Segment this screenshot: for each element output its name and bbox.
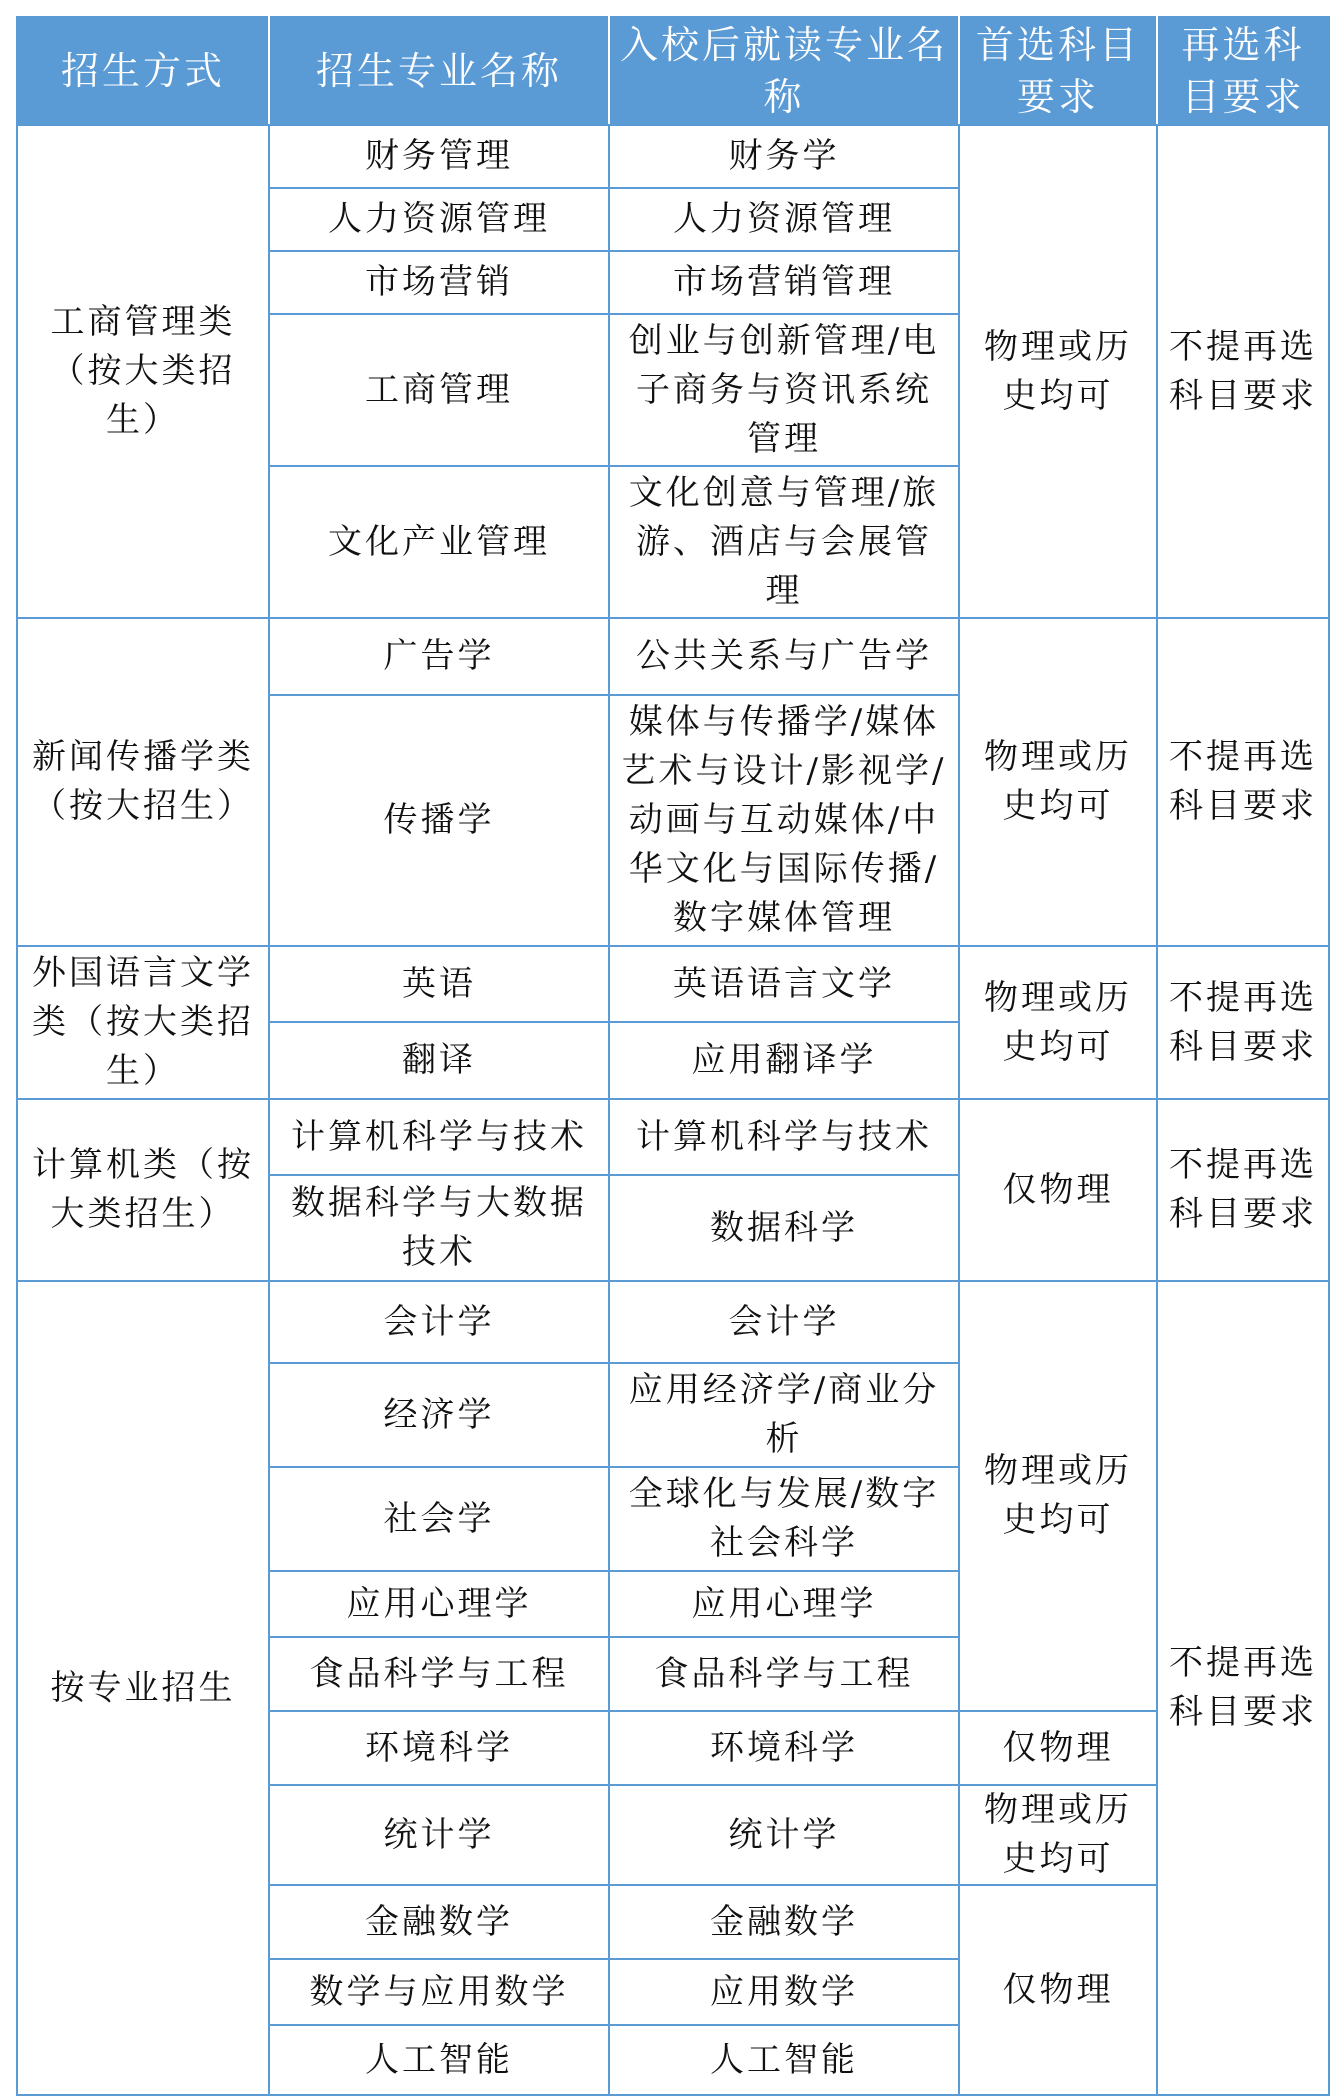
admission-method-cell: 外国语言文学类（按大类招生）	[17, 946, 269, 1099]
study-major-cell: 创业与创新管理/电子商务与资讯系统管理	[609, 314, 959, 466]
table-row	[17, 125, 1329, 188]
major-cell: 人工智能	[269, 2025, 609, 2095]
major-cell: 社会学	[269, 1467, 609, 1571]
major-cell: 广告学	[269, 618, 609, 695]
first-subject-cell: 仅物理	[959, 1099, 1157, 1281]
study-major-cell: 全球化与发展/数字社会科学	[609, 1467, 959, 1571]
first-subject-cell: 物理或历史均可	[959, 946, 1157, 1099]
major-cell: 财务管理	[269, 125, 609, 188]
study-major-cell: 会计学	[609, 1281, 959, 1363]
table-row	[17, 1281, 1329, 1363]
major-cell: 统计学	[269, 1785, 609, 1885]
header-method: 招生方式	[17, 17, 269, 125]
admission-method-cell: 工商管理类（按大类招生）	[17, 125, 269, 618]
table-body	[17, 125, 1329, 2095]
second-subject-cell: 不提再选科目要求	[1157, 1099, 1329, 1281]
first-subject-cell: 物理或历史均可	[959, 125, 1157, 618]
table-header	[17, 17, 1329, 125]
major-cell: 文化产业管理	[269, 466, 609, 618]
admissions-table	[16, 16, 1330, 2096]
study-major-cell: 市场营销管理	[609, 251, 959, 314]
study-major-cell: 媒体与传播学/媒体艺术与设计/影视学/动画与互动媒体/中华文化与国际传播/数字媒体管理	[609, 695, 959, 946]
study-major-cell: 应用翻译学	[609, 1022, 959, 1099]
major-cell: 金融数学	[269, 1885, 609, 1959]
second-subject-cell: 不提再选科目要求	[1157, 946, 1329, 1099]
second-subject-cell: 不提再选科目要求	[1157, 1281, 1329, 2095]
study-major-cell: 数据科学	[609, 1175, 959, 1281]
header-major: 招生专业名称	[269, 17, 609, 125]
table-container	[16, 16, 1328, 2096]
study-major-cell: 财务学	[609, 125, 959, 188]
study-major-cell: 应用心理学	[609, 1571, 959, 1637]
study-major-cell: 应用经济学/商业分析	[609, 1363, 959, 1467]
study-major-cell: 计算机科学与技术	[609, 1099, 959, 1175]
header-second-subject: 再选科目要求	[1157, 17, 1329, 125]
study-major-cell: 食品科学与工程	[609, 1637, 959, 1711]
major-cell: 数据科学与大数据技术	[269, 1175, 609, 1281]
header-study-major: 入校后就读专业名称	[609, 17, 959, 125]
study-major-cell: 人力资源管理	[609, 188, 959, 251]
study-major-cell: 统计学	[609, 1785, 959, 1885]
first-subject-cell: 仅物理	[959, 1885, 1157, 2095]
second-subject-cell: 不提再选科目要求	[1157, 125, 1329, 618]
header-first-subject: 首选科目要求	[959, 17, 1157, 125]
major-cell: 环境科学	[269, 1711, 609, 1785]
major-cell: 会计学	[269, 1281, 609, 1363]
first-subject-cell: 仅物理	[959, 1711, 1157, 1785]
major-cell: 应用心理学	[269, 1571, 609, 1637]
major-cell: 翻译	[269, 1022, 609, 1099]
major-cell: 工商管理	[269, 314, 609, 466]
major-cell: 英语	[269, 946, 609, 1022]
first-subject-cell: 物理或历史均可	[959, 1785, 1157, 1885]
major-cell: 传播学	[269, 695, 609, 946]
study-major-cell: 文化创意与管理/旅游、酒店与会展管理	[609, 466, 959, 618]
study-major-cell: 人工智能	[609, 2025, 959, 2095]
study-major-cell: 环境科学	[609, 1711, 959, 1785]
major-cell: 经济学	[269, 1363, 609, 1467]
study-major-cell: 公共关系与广告学	[609, 618, 959, 695]
admission-method-cell: 新闻传播学类（按大招生）	[17, 618, 269, 946]
first-subject-cell: 物理或历史均可	[959, 618, 1157, 946]
second-subject-cell: 不提再选科目要求	[1157, 618, 1329, 946]
major-cell: 食品科学与工程	[269, 1637, 609, 1711]
major-cell: 人力资源管理	[269, 188, 609, 251]
table-row	[17, 1099, 1329, 1175]
header-row	[17, 17, 1329, 125]
study-major-cell: 应用数学	[609, 1959, 959, 2025]
first-subject-cell: 物理或历史均可	[959, 1281, 1157, 1711]
major-cell: 计算机科学与技术	[269, 1099, 609, 1175]
admission-method-cell: 按专业招生	[17, 1281, 269, 2095]
table-row	[17, 618, 1329, 695]
table-row	[17, 946, 1329, 1022]
study-major-cell: 英语语言文学	[609, 946, 959, 1022]
admission-method-cell: 计算机类（按大类招生）	[17, 1099, 269, 1281]
study-major-cell: 金融数学	[609, 1885, 959, 1959]
major-cell: 数学与应用数学	[269, 1959, 609, 2025]
major-cell: 市场营销	[269, 251, 609, 314]
